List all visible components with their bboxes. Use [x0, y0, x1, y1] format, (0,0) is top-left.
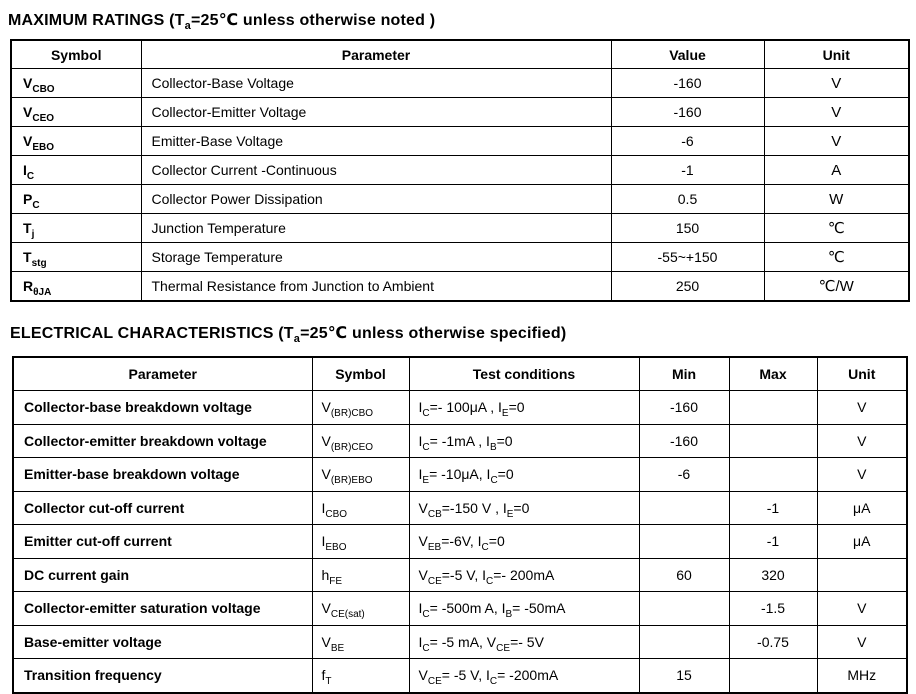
cell-min: -6	[639, 458, 729, 492]
column-header-symbol: Symbol	[312, 357, 409, 391]
cell-parameter: Emitter cut-off current	[13, 525, 312, 559]
table-row	[11, 185, 909, 214]
cell-unit: A	[764, 156, 909, 185]
cell-unit: V	[764, 98, 909, 127]
cell-value: 250	[611, 272, 764, 302]
cell-min	[639, 491, 729, 525]
cell-symbol: $I_{EBO}$	[312, 525, 409, 559]
cell-unit: μA	[817, 525, 907, 559]
table-row	[13, 424, 907, 458]
cell-parameter: Collector-base breakdown voltage	[13, 391, 312, 425]
cell-symbol: $V_{CE(sat)}$	[312, 592, 409, 626]
cell-max	[729, 391, 817, 425]
cell-symbol: $T_{stg}$	[11, 243, 141, 272]
cell-symbol: $V_{(BR)CEO}$	[312, 424, 409, 458]
cell-unit: W	[764, 185, 909, 214]
cell-symbol: $V_{EBO}$	[11, 127, 141, 156]
table-row	[11, 98, 909, 127]
column-header-parameter: Parameter	[141, 40, 611, 69]
cell-symbol: $T_j$	[11, 214, 141, 243]
cell-max	[729, 424, 817, 458]
cell-max	[729, 659, 817, 693]
table-row	[11, 127, 909, 156]
column-header-unit: Unit	[817, 357, 907, 391]
cell-conditions: $I_C= -500m$ A, $I_B= -50mA$	[409, 592, 639, 626]
cell-symbol: $h_{FE}$	[312, 558, 409, 592]
table-row	[11, 156, 909, 185]
table-row	[13, 659, 907, 693]
cell-unit: V	[817, 458, 907, 492]
cell-conditions: $I_E= -10\mu A$, $I_C=0$	[409, 458, 639, 492]
cell-min: 60	[639, 558, 729, 592]
cell-unit: V	[817, 625, 907, 659]
cell-symbol: $V_{(BR)EBO}$	[312, 458, 409, 492]
table-row	[11, 272, 909, 302]
table-row	[11, 214, 909, 243]
cell-parameter: Thermal Resistance from Junction to Ambient	[141, 272, 611, 302]
cell-unit: V	[764, 127, 909, 156]
cell-unit: ℃	[764, 243, 909, 272]
cell-parameter: Emitter-base breakdown voltage	[13, 458, 312, 492]
cell-parameter: Collector-Base Voltage	[141, 69, 611, 98]
cell-symbol: $P_C$	[11, 185, 141, 214]
cell-value: -55~+150	[611, 243, 764, 272]
column-header-conditions: Test conditions	[409, 357, 639, 391]
table-row	[11, 69, 909, 98]
cell-symbol: $V_{BE}$	[312, 625, 409, 659]
cell-unit: MHz	[817, 659, 907, 693]
cell-max: -0.75	[729, 625, 817, 659]
column-header-max: Max	[729, 357, 817, 391]
cell-min	[639, 592, 729, 626]
cell-max: -1.5	[729, 592, 817, 626]
section-title-maximum-ratings: MAXIMUM RATINGS ($T_a=25℃$ unless otherwise noted )	[8, 12, 436, 33]
cell-max: -1	[729, 525, 817, 559]
cell-conditions: $I_C= -5$ mA, $V_{CE}=-$ 5V	[409, 625, 639, 659]
cell-parameter: Collector-emitter breakdown voltage	[13, 424, 312, 458]
cell-symbol: $V_{(BR)CBO}$	[312, 391, 409, 425]
table-row	[13, 491, 907, 525]
cell-parameter: Collector Current -Continuous	[141, 156, 611, 185]
cell-min: -160	[639, 391, 729, 425]
cell-unit: V	[817, 592, 907, 626]
cell-conditions: $V_{CE}=-5$ V, $I_C=-$ 200mA	[409, 558, 639, 592]
cell-symbol: $f_T$	[312, 659, 409, 693]
maximum-ratings-header-row	[11, 40, 909, 69]
cell-min: -160	[639, 424, 729, 458]
cell-parameter: Collector-emitter saturation voltage	[13, 592, 312, 626]
cell-parameter: Collector Power Dissipation	[141, 185, 611, 214]
table-row	[13, 558, 907, 592]
table-row	[13, 391, 907, 425]
cell-parameter: Storage Temperature	[141, 243, 611, 272]
cell-value: -1	[611, 156, 764, 185]
cell-parameter: Base-emitter voltage	[13, 625, 312, 659]
cell-max: 320	[729, 558, 817, 592]
cell-max	[729, 458, 817, 492]
cell-unit: ℃/W	[764, 272, 909, 302]
cell-unit: V	[817, 424, 907, 458]
column-header-parameter: Parameter	[13, 357, 312, 391]
cell-conditions: $V_{EB}=-6V$, $I_C=0$	[409, 525, 639, 559]
table-row	[11, 243, 909, 272]
cell-parameter: Emitter-Base Voltage	[141, 127, 611, 156]
cell-symbol: $V_{CBO}$	[11, 69, 141, 98]
maximum-ratings-table	[10, 39, 910, 302]
column-header-min: Min	[639, 357, 729, 391]
cell-conditions: $I_C=-$ 100μA , $I_E=0$	[409, 391, 639, 425]
cell-min	[639, 625, 729, 659]
cell-symbol: $I_C$	[11, 156, 141, 185]
cell-conditions: $I_C= -1mA$ , $I_B=0$	[409, 424, 639, 458]
cell-value: 150	[611, 214, 764, 243]
cell-unit: μA	[817, 491, 907, 525]
column-header-unit: Unit	[764, 40, 909, 69]
cell-value: -6	[611, 127, 764, 156]
cell-parameter: Collector cut-off current	[13, 491, 312, 525]
cell-value: -160	[611, 69, 764, 98]
electrical-characteristics-header-row	[13, 357, 907, 391]
cell-unit: ℃	[764, 214, 909, 243]
cell-min: 15	[639, 659, 729, 693]
section-title-electrical-characteristics: ELECTRICAL CHARACTERISTICS ($T_a=25℃$ unless otherwise specified)	[10, 325, 567, 346]
cell-max: -1	[729, 491, 817, 525]
column-header-value: Value	[611, 40, 764, 69]
cell-conditions: $V_{CB}=-150$ V , $I_E=0$	[409, 491, 639, 525]
cell-value: -160	[611, 98, 764, 127]
table-row	[13, 525, 907, 559]
column-header-symbol: Symbol	[11, 40, 141, 69]
cell-parameter: Collector-Emitter Voltage	[141, 98, 611, 127]
cell-symbol: $R_{\theta JA}$	[11, 272, 141, 302]
electrical-characteristics-table	[12, 356, 908, 694]
cell-symbol: $I_{CBO}$	[312, 491, 409, 525]
cell-unit	[817, 558, 907, 592]
table-row	[13, 625, 907, 659]
cell-value: 0.5	[611, 185, 764, 214]
cell-parameter: DC current gain	[13, 558, 312, 592]
table-row	[13, 458, 907, 492]
cell-symbol: $V_{CEO}$	[11, 98, 141, 127]
cell-conditions: $V_{CE}= -5$ V, $I_C= -200mA$	[409, 659, 639, 693]
cell-min	[639, 525, 729, 559]
table-row	[13, 592, 907, 626]
cell-unit: V	[817, 391, 907, 425]
cell-parameter: Junction Temperature	[141, 214, 611, 243]
cell-unit: V	[764, 69, 909, 98]
cell-parameter: Transition frequency	[13, 659, 312, 693]
